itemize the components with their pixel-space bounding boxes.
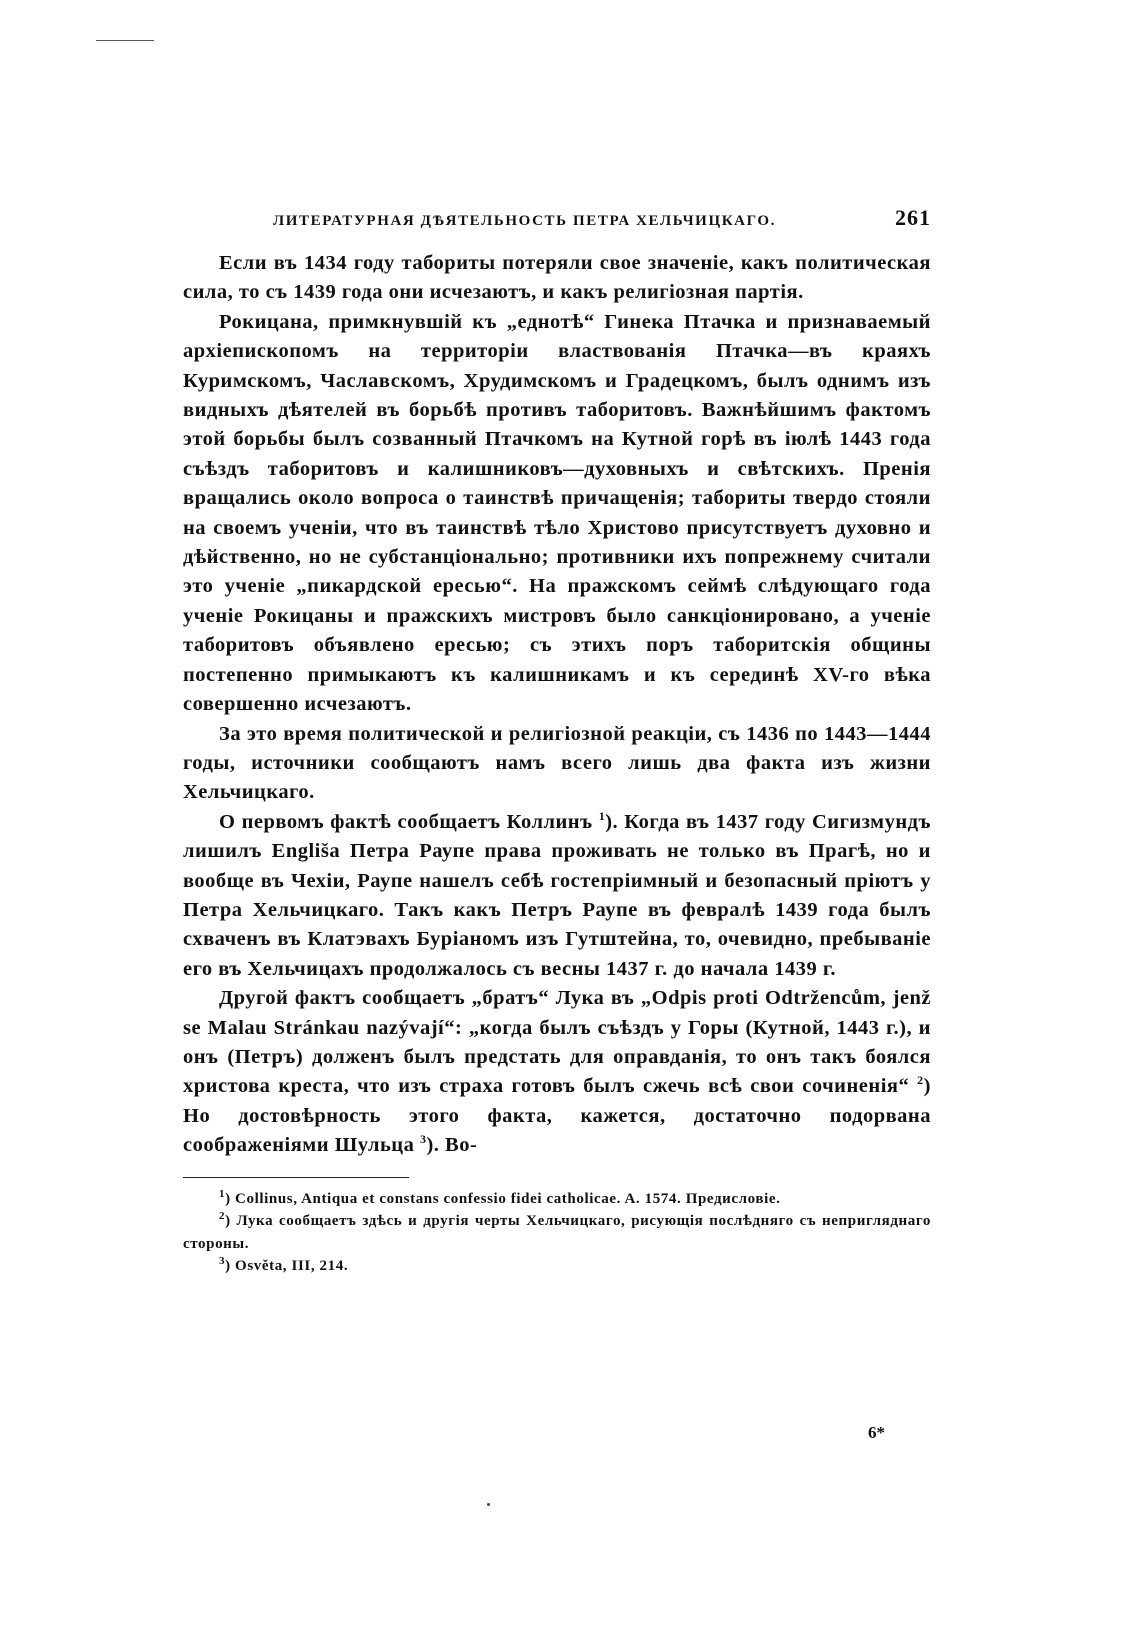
body-text bbox=[183, 249, 931, 1161]
running-title: ЛИТЕРАТУРНАЯ ДѢЯТЕЛЬНОСТЬ ПЕТРА ХЕЛЬЧИЦКАГО. bbox=[273, 213, 777, 229]
footnote-3-text: ) Osvěta, III, 214. bbox=[225, 1258, 349, 1275]
paragraph-2-text: Рокицана, примкнувшій къ „еднотѣ“ Гинека Птачка и признаваемый архіепископомъ на территоріи властвованія Птачка—въ краяхъ Куримскомъ, Чаславскомъ, Хрудимскомъ и Градецкомъ, былъ однимъ изъ видныхъ дѣятелей въ борьбѣ противъ таборитовъ. Важнѣйшимъ фактомъ этой борьбы былъ созванный Птачкомъ на Кутной горѣ въ іюлѣ 1443 года съѣздъ таборитовъ и калишниковъ—духовныхъ и свѣтскихъ. Пренія вращались около вопроса о таинствѣ причащенія; табориты твердо стояли на своемъ ученіи, что въ таинствѣ тѣло Христово присутствуетъ духовно и дѣйственно, но не субстанціонально; противники ихъ попрежнему считали это ученіе „пикардской ересью“. На пражскомъ сеймѣ слѣдующаго года ученіе Рокицаны и пражскихъ мистровъ было санкціонировано, а ученіе таборитовъ объявлено ересью; съ этихъ поръ таборитскія общины постепенно примыкаютъ къ калишникамъ и къ серединѣ XV-го вѣка совершенно исчезаютъ. bbox=[183, 310, 931, 716]
footnote-rule bbox=[183, 1177, 409, 1178]
footnote-3-mark: 3 bbox=[219, 1255, 226, 1268]
stray-dot bbox=[487, 1503, 490, 1506]
signature-mark: 6* bbox=[868, 1423, 885, 1442]
footnote-ref-2[interactable]: 2 bbox=[917, 1073, 924, 1088]
paragraph-2 bbox=[183, 308, 931, 720]
footnote-2-mark: 2 bbox=[219, 1210, 226, 1223]
paragraph-5-text-middle: ) Но достовѣрность этого факта, кажется, достаточно подорвана соображеніями Шульца bbox=[183, 1075, 931, 1157]
footnote-1-mark: 1 bbox=[219, 1187, 226, 1200]
footnotes bbox=[183, 1188, 931, 1278]
footnote-ref-1[interactable]: 1 bbox=[598, 808, 606, 823]
paragraph-5-text-before: Другой фактъ сообщаетъ „братъ“ Лука въ „Odpis proti Odtržencům, jenž se Malau Stránkau nazývají“: „когда былъ съѣздъ у Горы (Кутной, 1443 г.), и онъ (Петръ) долженъ былъ предстать для оправданія, то онъ такъ боялся христова креста, что изъ страха готовъ былъ сжечь всѣ свои сочиненія“ bbox=[183, 987, 931, 1098]
paragraph-4-text-before: О первомъ фактѣ сообщаетъ Коллинъ bbox=[219, 810, 599, 833]
footnote-3 bbox=[183, 1255, 931, 1278]
paragraph-4-text-after: ). Когда въ 1437 году Сигизмундъ лишилъ Englišа Петра Раупе права проживать не только въ Прагѣ, но и вообще въ Чехіи, Раупе нашелъ себѣ гостепріимный и безопасный пріютъ у Петра Хельчицкаго. Такъ какъ Петръ Раупе въ февралѣ 1439 года былъ схваченъ въ Клатэвахъ Буріаномъ изъ Гутштейна, то, очевидно, пребываніе его въ Хельчицахъ продолжалось съ весны 1437 г. до начала 1439 г. bbox=[183, 810, 931, 980]
running-head bbox=[183, 205, 931, 231]
page-content bbox=[183, 205, 931, 1278]
paragraph-1-text: Если въ 1434 году табориты потеряли свое значеніе, какъ политическая сила, то съ 1439 года они исчезаютъ, и какъ религіозная партія. bbox=[183, 252, 931, 304]
top-edge-rule bbox=[96, 40, 154, 41]
footnote-ref-3[interactable]: 3 bbox=[419, 1132, 427, 1147]
paragraph-3-text: За это время политической и религіозной реакціи, съ 1436 по 1443—1444 годы, источники сообщаютъ намъ всего лишь два факта изъ жизни Хельчицкаго. bbox=[183, 722, 931, 804]
paragraph-3 bbox=[183, 720, 931, 808]
paragraph-5-text-after: ). Во- bbox=[426, 1134, 478, 1157]
footnote-2 bbox=[183, 1210, 931, 1255]
paragraph-4 bbox=[183, 808, 931, 984]
footnote-1 bbox=[183, 1188, 931, 1211]
footnote-1-text: ) Collinus, Antiqua et constans confessio fidei catholicae. A. 1574. Предисловіе. bbox=[225, 1190, 781, 1207]
footnote-2-text: ) Лука сообщаетъ здѣсь и другія черты Хельчицкаго, рисующія послѣдняго съ непригляднаго стороны. bbox=[183, 1213, 931, 1252]
paragraph-5 bbox=[183, 984, 931, 1160]
page-number: 261 bbox=[895, 205, 931, 230]
paragraph-1 bbox=[183, 249, 931, 308]
